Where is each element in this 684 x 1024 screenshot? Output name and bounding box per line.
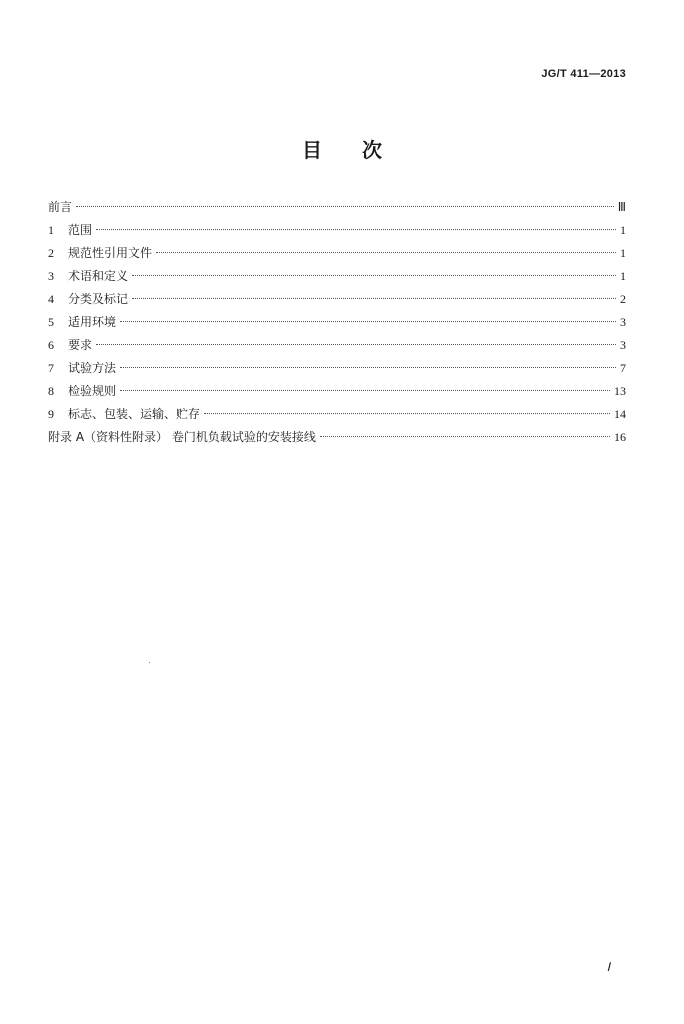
toc-entry-label: 分类及标记 [68,292,129,306]
toc-entry-label: 术语和定义 [68,269,129,283]
toc-leader [120,367,616,368]
toc-leader [120,390,610,391]
toc-entry-foreword[interactable] [48,196,626,219]
toc-entry-label: 附录 A（资料性附录） 卷门机负载试验的安装接线 [48,430,316,444]
table-of-contents [48,196,626,449]
toc-entry-page: 16 [614,430,626,444]
toc-entry-page: 3 [620,338,626,352]
toc-entry-label: 试验方法 [68,361,117,375]
toc-entry-6[interactable] [48,334,626,357]
toc-entry-label: 标志、包装、运输、贮存 [68,407,201,421]
toc-entry-page: 13 [614,384,626,398]
toc-leader [96,344,616,345]
toc-leader [156,252,616,253]
toc-entry-label: 要求 [68,338,93,352]
toc-entry-number: 8 [48,384,54,398]
toc-entry-label: 前言 [48,200,73,214]
toc-leader [132,298,616,299]
toc-entry-page: 7 [620,361,626,375]
toc-leader [132,275,616,276]
toc-entry-appendix-a[interactable] [48,426,626,449]
scan-speck [149,662,150,663]
toc-leader [204,413,610,414]
toc-entry-5[interactable] [48,311,626,334]
toc-leader [320,436,610,437]
toc-entry-3[interactable] [48,265,626,288]
toc-entry-2[interactable] [48,242,626,265]
toc-title-part1: 目 [302,138,322,162]
toc-entry-1[interactable] [48,219,626,242]
toc-entry-page: 1 [620,223,626,237]
toc-entry-page: 3 [620,315,626,329]
toc-entry-page: 1 [620,269,626,283]
toc-entry-number: 6 [48,338,54,352]
toc-entry-4[interactable] [48,288,626,311]
toc-entry-label: 检验规则 [68,384,117,398]
toc-entry-page: 2 [620,292,626,306]
toc-title [0,134,684,163]
toc-leader [120,321,616,322]
toc-entry-number: 5 [48,315,54,329]
toc-entry-page: 14 [614,407,626,421]
toc-entry-page: 1 [620,246,626,260]
toc-entry-number: 2 [48,246,54,260]
toc-entry-7[interactable] [48,357,626,380]
toc-entry-number: 9 [48,407,54,421]
toc-entry-number: 7 [48,361,54,375]
toc-entry-8[interactable] [48,380,626,403]
toc-leader [76,206,614,207]
toc-entry-page: Ⅲ [617,200,626,214]
toc-title-part2: 次 [362,138,382,162]
toc-entry-number: 1 [48,223,54,237]
toc-entry-9[interactable] [48,403,626,426]
toc-leader [96,229,616,230]
toc-entry-label: 范围 [68,223,93,237]
page-number: Ⅰ [606,960,610,974]
toc-entry-number: 4 [48,292,54,306]
toc-entry-label: 规范性引用文件 [68,246,153,260]
toc-entry-number: 3 [48,269,54,283]
standard-code: JG/T 411—2013 [541,68,626,80]
toc-entry-label: 适用环境 [68,315,117,329]
